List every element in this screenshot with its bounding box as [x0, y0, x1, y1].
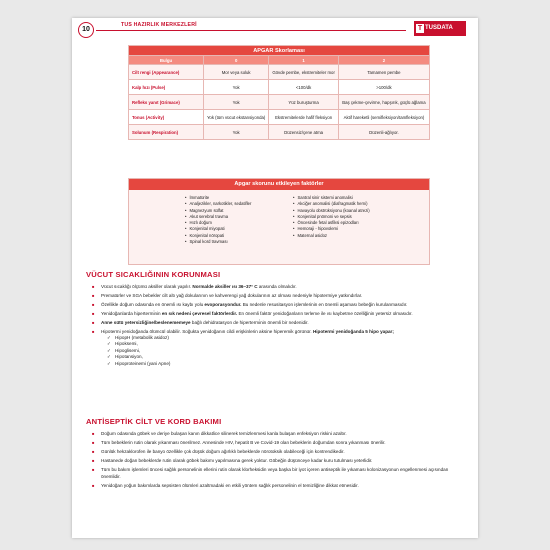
factor-item: • İmmatürite [185, 195, 251, 201]
factor-item: • Maternal asidoz [293, 233, 370, 239]
hipo-checklist [101, 335, 462, 367]
list-item: ■ Doğum odasında göbek ve deriye bulaşan kanın dikkatlice silinerek temizlenmesi kanla bulaşan enfeksiyon riskini azaltır. [92, 430, 462, 437]
factor-item: • Konjenital nöropati [185, 233, 251, 239]
apgar-row [129, 95, 430, 110]
factor-item: • Havayolu obstrüksiyonu (koanal atrezi) [293, 208, 370, 214]
factor-item: • Santral sinir sistemi anomalisi [293, 195, 370, 201]
check-item: ✓ HipopH (metabolik asidoz) [107, 335, 462, 341]
apgar-cell: Yok (tüm vücut ekstansiyonda) [204, 110, 269, 125]
apgar-cell: Yok [204, 125, 269, 140]
apgar-cell: Düzensiz/çene atma [269, 125, 339, 140]
list-item: ■ Prematürler ve SGA bebekler cilt altı yağ dokularının ve kahverengi yağ dokularının az olması nedeniyle hipotermiye yatkındırlar. [92, 292, 462, 299]
apgar-col-header: 0 [204, 56, 269, 65]
logo-text: TUSDATA [425, 25, 453, 31]
apgar-row-label: Refleks yanıt (Grimace) [129, 95, 204, 110]
factor-item: • Analjezikler, narkotikler, sedatifler [185, 201, 251, 207]
list-item: ■ Hastanede doğan bebeklerde rutin olarak göbek bakımı yapılmasına gerek yoktur. Göbeğin düşünceye kadar kuru tutulması yeterlidir. [92, 457, 462, 464]
section-title-body-temperature: VÜCUT SICAKLIĞININ KORUNMASI [86, 270, 221, 279]
apgar-cell: Baş çekme-çevirme, hapşırık, güçlü ağlama [338, 95, 429, 110]
apgar-cell: Yok [204, 80, 269, 95]
list-item: ■ Yenidoğanlarda hipertermi̇nin en sık nedeni çevresel faktörlerdir. En önemli faktör yenidoğanların terleme ile ısı kaybetme özelliğinin yetersiz olmasıdır. [92, 310, 462, 317]
apgar-row-label: Cilt rengi (Appearance) [129, 65, 204, 80]
list-item: ■ Hipotermi yenidoğanda ölümcül olabilir. Soğukta yenidoğanın cildi erişkinlerin aksine hiperemik görünür. Hipotermi yenidoğanda 5 hipo yapar; ✓ HipopH (metabolik asidoz) ✓ Hipoksemi, ✓ Hipoglisemi, ✓ Hipotansiyon, ✓ Hipoproteinemi (yani Apne) [92, 328, 462, 367]
logo-mark-icon: T [417, 25, 423, 32]
apgar-cell: Tamamen pembe [338, 65, 429, 80]
factors-left-list [185, 195, 251, 245]
apgar-row [129, 125, 430, 140]
apgar-col-header: Bulgu [129, 56, 204, 65]
factor-item: • Konjenital miyopati [185, 226, 251, 232]
factor-item: • Öncesinde fetal asfiksi epizodları [293, 220, 370, 226]
antiseptic-care-list [92, 430, 462, 491]
check-item: ✓ Hipotansiyon, [107, 354, 462, 360]
factor-item: • Spinal kord travması [185, 239, 251, 245]
apgar-cell: Aktif hareketli (semifleksiyon/tamfleksiyon) [338, 110, 429, 125]
apgar-row-label: Solunum (Respiration) [129, 125, 204, 140]
factors-title: Apgar skorunu etkileyen faktörler [129, 179, 429, 190]
factor-item: • Hızlı doğum [185, 220, 251, 226]
factor-item: • Hemoraji - hipovolemi [293, 226, 370, 232]
apgar-header-row [129, 56, 430, 65]
apgar-cell: Mor veya soluk [204, 65, 269, 80]
list-item: ■ Anne sütü yetersizliğine/beslenememeye bağlı dehidratasyon de hipertermi̇nin önemli bir nedenidir. [92, 319, 462, 326]
apgar-row [129, 110, 430, 125]
list-item: ■ Özellikle doğum odasında en önemli ısı kaybı yolu evoporasyondur. Bu nedenle resusitasyon işlemlerinin en önemli aşaması bebeğin kurulanmasıdır. [92, 301, 462, 308]
factor-item: • Magnezyum sülfat [185, 208, 251, 214]
list-item: ■ Tüm bu bakım işlemleri öncesi sağlık personelinin ellerini rutin olarak klorheksidin veya başka bir iyot içeren antiseptik ile yıkaması kolonizasyonun engellenmesi açısından önemlidir. [92, 466, 462, 480]
list-item: ■ Yenidoğan yoğun bakımlarda sepsisten ölümleri azaltmadaki en etkili yöntem sağlık personelinin el temizliğine dikkat etmesidir. [92, 482, 462, 489]
apgar-cell: Ekstremitelerde hafif fleksiyon [269, 110, 339, 125]
running-title: TUS HAZIRLIK MERKEZLERİ [118, 22, 200, 28]
apgar-cell: Gövde pembe, ekstremiteler mor [269, 65, 339, 80]
list-item: ■ Tüm bebeklerin rutin olarak yıkanması önerilmez. Annesinde HIV, hepatit B ve Covid-19 olan bebeklerin doğumdan sonra yıkanması önerilir. [92, 439, 462, 446]
apgar-cell: Düzenli-ağlıyor. [338, 125, 429, 140]
apgar-cell: >100/dk [338, 80, 429, 95]
factor-item: • Konjenital pnömoni ve sepsis [293, 214, 370, 220]
check-item: ✓ Hipoproteinemi (yani Apne) [107, 361, 462, 367]
apgar-table [128, 45, 430, 140]
check-item: ✓ Hipoglisemi, [107, 348, 462, 354]
apgar-col-header: 2 [338, 56, 429, 65]
factor-item: • Akut serebral travma [185, 214, 251, 220]
section-title-antiseptic-care: ANTİSEPTİK CİLT VE KORD BAKIMI [86, 417, 222, 426]
page-header [72, 18, 478, 40]
document-page [72, 18, 478, 538]
apgar-factors-box [128, 178, 430, 265]
header-rule [96, 30, 406, 31]
apgar-row-label: Tonus (Activity) [129, 110, 204, 125]
apgar-row [129, 65, 430, 80]
page-number: 10 [78, 22, 94, 38]
apgar-table-title: APGAR Skorlaması [129, 46, 430, 56]
apgar-col-header: 1 [269, 56, 339, 65]
body-temperature-list [92, 283, 462, 369]
apgar-row [129, 80, 430, 95]
apgar-cell: <100/dk [269, 80, 339, 95]
apgar-row-label: Kalp hızı (Pulse) [129, 80, 204, 95]
factors-right-list [293, 195, 370, 239]
apgar-cell: Yok [204, 95, 269, 110]
list-item: ■ Vücut sıcaklığı ölçümü aksiller olarak yapılır. Normalde aksiller ısı 36–37° C arasında olmalıdır. [92, 283, 462, 290]
publisher-logo [414, 21, 466, 36]
list-item: ■ Günlük hekzaklorofen ile banyo özellikle çok düşük doğum ağırlıklı bebeklerde nörotoksik olabileceği için kontrendikedir. [92, 448, 462, 455]
factor-item: • Akciğer anomalisi (diafragmatik herni) [293, 201, 370, 207]
apgar-cell: Yüz buruşturma [269, 95, 339, 110]
check-item: ✓ Hipoksemi, [107, 341, 462, 347]
